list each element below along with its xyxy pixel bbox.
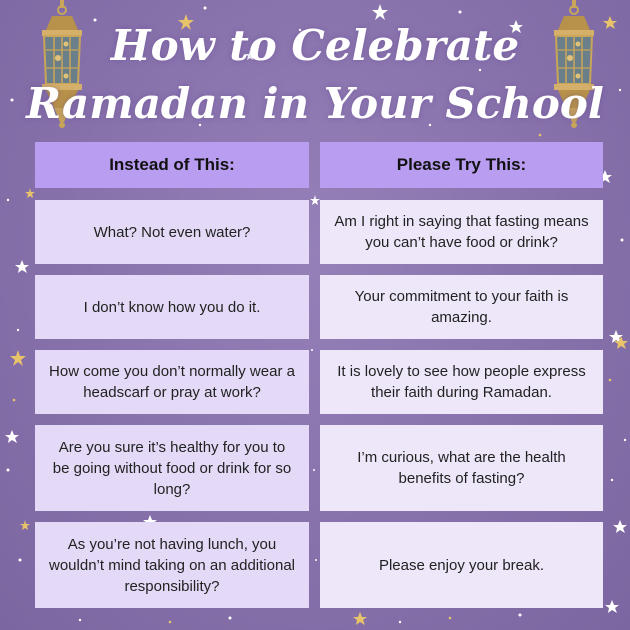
page-title-line-1: How to Celebrate [110, 21, 520, 70]
column-header-instead: Instead of This: [35, 142, 309, 188]
star-icon [15, 260, 29, 273]
instead-cell-1: What? Not even water? [35, 200, 309, 264]
instead-cell-4: Are you sure it’s healthy for you to be going without food or drink for so long? [35, 425, 309, 511]
instead-cell-3: How come you don’t normally wear a headscarf or pray at work? [35, 350, 309, 414]
star-icon [5, 430, 19, 443]
star-icon [613, 520, 627, 533]
instead-cell-2: I don’t know how you do it. [35, 275, 309, 339]
star-icon [25, 188, 35, 198]
star-icon [10, 350, 26, 366]
star-icon [353, 612, 367, 625]
page-title-line-2: Ramadan in Your School [26, 79, 604, 128]
instead-cell-5: As you’re not having lunch, you wouldn’t mind taking on an additional responsibility? [35, 522, 309, 608]
try-cell-3: It is lovely to see how people express their faith during Ramadan. [320, 350, 603, 414]
try-cell-1: Am I right in saying that fasting means you can’t have food or drink? [320, 200, 603, 264]
star-icon [20, 520, 30, 530]
star-icon [372, 4, 388, 20]
try-cell-4: I’m curious, what are the health benefits of fasting? [320, 425, 603, 511]
column-header-try: Please Try This: [320, 142, 603, 188]
star-icon [310, 195, 320, 205]
star-icon [605, 600, 619, 613]
try-cell-5: Please enjoy your break. [320, 522, 603, 608]
try-cell-2: Your commitment to your faith is amazing. [320, 275, 603, 339]
